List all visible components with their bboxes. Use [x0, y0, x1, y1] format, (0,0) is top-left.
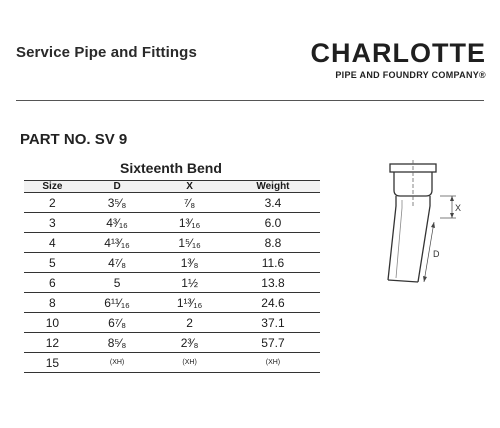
table-row [24, 273, 320, 293]
cell-x: 1⁵⁄₁₆ [153, 233, 226, 253]
col-header-size: Size [24, 181, 81, 193]
cell-weight: (XH) [226, 353, 320, 373]
cell-weight: 11.6 [226, 253, 320, 273]
cell-size: 6 [24, 273, 81, 293]
cell-x: 1¹³⁄₁₆ [153, 293, 226, 313]
cell-x: 2 [153, 313, 226, 333]
cell-size: 3 [24, 213, 81, 233]
table-row [24, 233, 320, 253]
spec-table [24, 180, 320, 373]
brand-tagline: PIPE AND FOUNDRY COMPANY® [335, 70, 486, 80]
cell-size: 10 [24, 313, 81, 333]
header-divider [16, 100, 484, 101]
doc-title: Service Pipe and Fittings [16, 44, 197, 61]
col-header-x: X [153, 181, 226, 193]
table-row [24, 213, 320, 233]
cell-d: 8⁵⁄₈ [81, 333, 154, 353]
cell-x: 1³⁄₈ [153, 253, 226, 273]
cell-x: 2³⁄₈ [153, 333, 226, 353]
x-label: X [455, 203, 462, 213]
cell-d: (XH) [81, 353, 154, 373]
cell-weight: 13.8 [226, 273, 320, 293]
table-row [24, 333, 320, 353]
table-row [24, 293, 320, 313]
cell-weight: 6.0 [226, 213, 320, 233]
d-arrow-up [431, 222, 435, 228]
col-header-weight: Weight [226, 181, 320, 193]
table-row [24, 313, 320, 333]
pipe-spigot-end [388, 280, 418, 282]
cell-size: 2 [24, 193, 81, 213]
sixteenth-bend-diagram [378, 160, 468, 285]
table-header-row [24, 181, 320, 193]
cell-d: 4⁷⁄₈ [81, 253, 154, 273]
cell-weight: 24.6 [226, 293, 320, 313]
part-number: PART NO. SV 9 [20, 131, 128, 148]
cell-x: 1½ [153, 273, 226, 293]
x-arrow-up [450, 196, 454, 201]
x-arrow-down [450, 213, 454, 218]
cell-weight: 3.4 [226, 193, 320, 213]
table-row [24, 353, 320, 373]
cell-size: 8 [24, 293, 81, 313]
d-label: D [433, 249, 440, 259]
cell-weight: 57.7 [226, 333, 320, 353]
table-row [24, 253, 320, 273]
cell-d: 3⁵⁄₈ [81, 193, 154, 213]
cell-x: ⁷⁄₈ [153, 193, 226, 213]
cell-d: 4³⁄₁₆ [81, 213, 154, 233]
pipe-right-wall [418, 196, 430, 282]
col-header-d: D [81, 181, 154, 193]
cell-x: 1³⁄₁₆ [153, 213, 226, 233]
table-row [24, 193, 320, 213]
cell-size: 12 [24, 333, 81, 353]
pipe-left-wall [388, 196, 396, 280]
cell-x: (XH) [153, 353, 226, 373]
cell-weight: 37.1 [226, 313, 320, 333]
d-arrow-down [423, 276, 427, 282]
cell-d: 6⁷⁄₈ [81, 313, 154, 333]
table-title: Sixteenth Bend [120, 160, 222, 176]
cell-d: 5 [81, 273, 154, 293]
pipe-inner-wall [396, 200, 402, 278]
brand-logo [311, 40, 486, 80]
cell-weight: 8.8 [226, 233, 320, 253]
brand-name: CHARLOTTE [310, 38, 486, 68]
cell-size: 4 [24, 233, 81, 253]
cell-size: 15 [24, 353, 81, 373]
cell-d: 4¹³⁄₁₆ [81, 233, 154, 253]
cell-size: 5 [24, 253, 81, 273]
cell-d: 6¹¹⁄₁₆ [81, 293, 154, 313]
